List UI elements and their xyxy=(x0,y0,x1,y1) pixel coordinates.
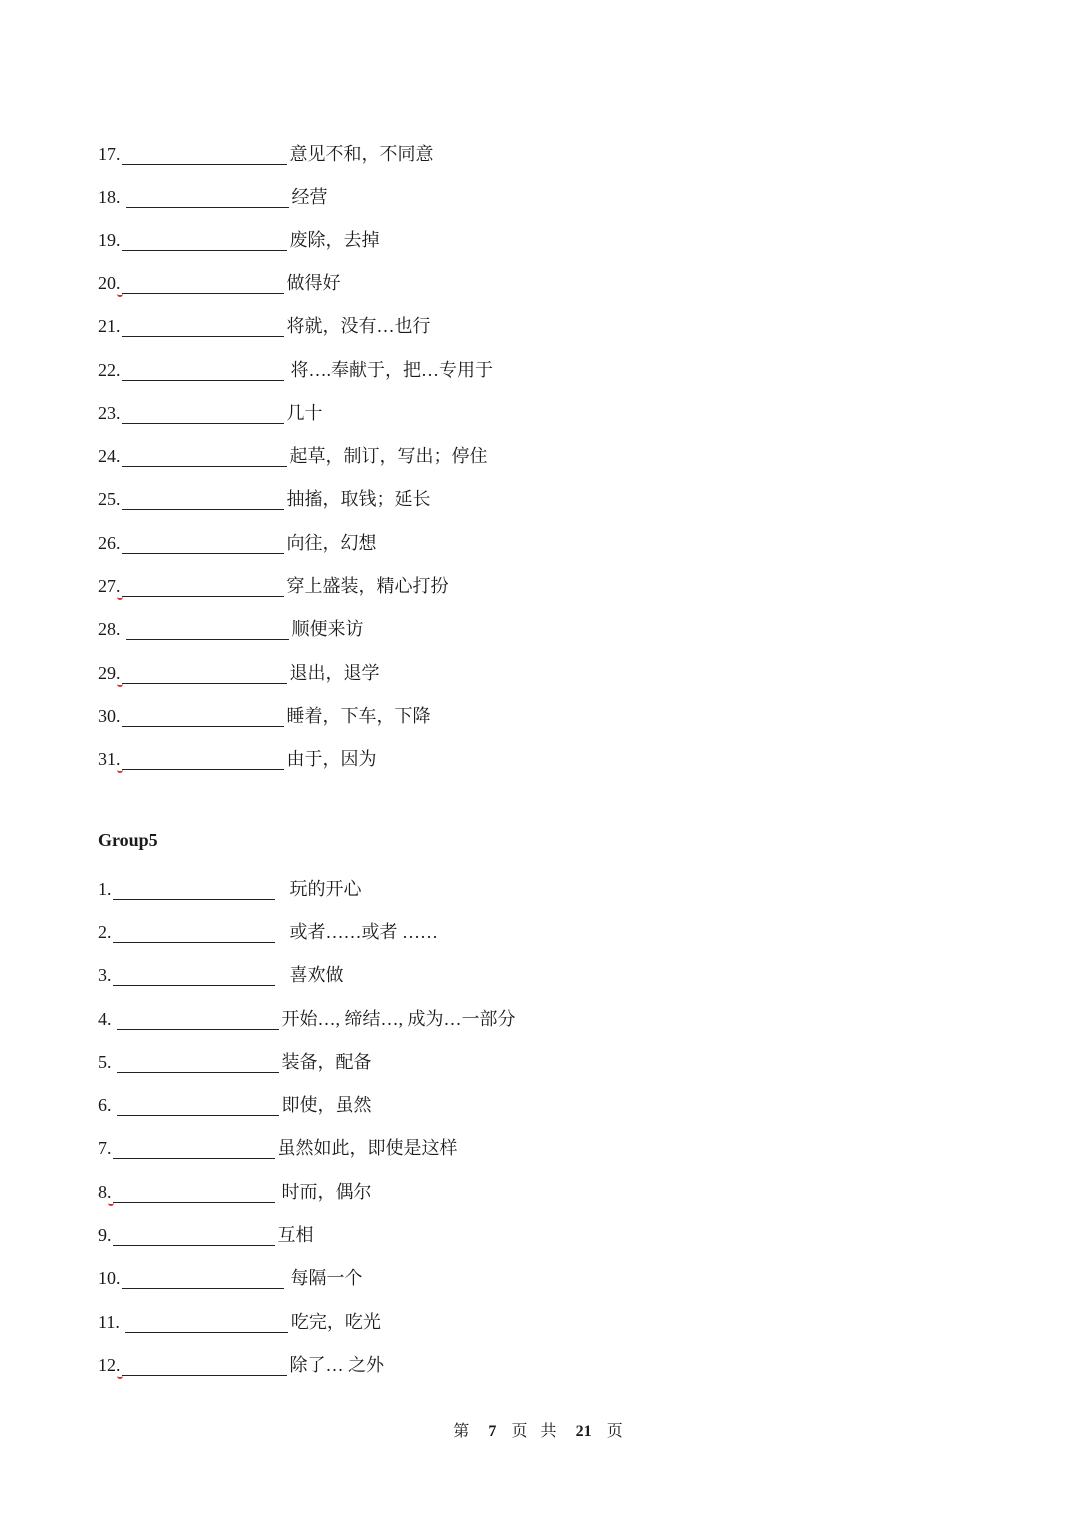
item-number: 12. xyxy=(98,1354,121,1376)
item-number: 8. xyxy=(98,1181,112,1203)
item-meaning: 经营 xyxy=(291,187,328,207)
current-page-number: 7 xyxy=(488,1423,497,1440)
item-number: 31. xyxy=(98,748,121,770)
list-item xyxy=(98,137,434,165)
answer-blank[interactable] xyxy=(122,273,284,294)
item-number: 17. xyxy=(98,144,121,164)
item-meaning: 退出，退学 xyxy=(289,663,380,683)
page-footer xyxy=(0,1418,1080,1441)
item-meaning: 吃完，吃光 xyxy=(290,1312,381,1332)
item-number: 6. xyxy=(98,1095,112,1115)
list-item xyxy=(98,223,380,251)
list-item xyxy=(98,612,364,640)
item-meaning: 玩的开心 xyxy=(289,879,362,899)
spell-check-mark xyxy=(117,292,123,297)
list-item xyxy=(98,742,377,770)
list-item xyxy=(98,699,431,727)
answer-blank[interactable] xyxy=(113,965,275,986)
item-number: 24. xyxy=(98,446,121,466)
list-item xyxy=(98,1045,372,1073)
item-number: 23. xyxy=(98,403,121,423)
answer-blank[interactable] xyxy=(122,663,287,684)
item-meaning: 虽然如此，即使是这样 xyxy=(277,1138,458,1158)
answer-blank[interactable] xyxy=(122,1268,284,1289)
answer-blank[interactable] xyxy=(122,316,284,337)
answer-blank[interactable] xyxy=(117,1052,279,1073)
list-item xyxy=(98,656,380,684)
answer-blank[interactable] xyxy=(122,446,287,467)
list-item xyxy=(98,439,488,467)
answer-blank[interactable] xyxy=(117,1009,279,1030)
item-meaning: 穿上盛装，精心打扮 xyxy=(286,576,449,596)
item-number: 10. xyxy=(98,1268,121,1288)
list-item xyxy=(98,526,377,554)
list-item xyxy=(98,1261,363,1289)
item-number: 3. xyxy=(98,965,112,985)
item-meaning: 喜欢做 xyxy=(289,965,344,985)
spell-check-mark xyxy=(117,682,123,687)
item-meaning: 睡着，下车，下降 xyxy=(286,706,431,726)
total-page-number: 21 xyxy=(575,1423,592,1440)
spell-check-mark xyxy=(117,1374,123,1379)
item-number: 26. xyxy=(98,533,121,553)
item-number: 28. xyxy=(98,619,121,639)
item-number: 9. xyxy=(98,1225,112,1245)
item-meaning: 几十 xyxy=(286,403,323,423)
item-number: 27. xyxy=(98,575,121,597)
item-meaning: 顺便来访 xyxy=(291,619,364,639)
list-item xyxy=(98,1088,372,1116)
item-number: 1. xyxy=(98,879,112,899)
item-number: 19. xyxy=(98,230,121,250)
list-item xyxy=(98,309,431,337)
answer-blank[interactable] xyxy=(122,489,284,510)
item-meaning: 做得好 xyxy=(286,273,341,293)
answer-blank[interactable] xyxy=(113,1138,275,1159)
list-item xyxy=(98,1131,458,1159)
answer-blank[interactable] xyxy=(113,879,275,900)
item-meaning: 即使，虽然 xyxy=(281,1095,372,1115)
item-number: 2. xyxy=(98,922,112,942)
list-item xyxy=(98,915,438,943)
spell-check-mark xyxy=(117,595,123,600)
answer-blank[interactable] xyxy=(122,144,287,165)
item-number: 11. xyxy=(98,1312,120,1332)
item-meaning: 装备，配备 xyxy=(281,1052,372,1072)
spell-check-mark xyxy=(108,1201,114,1206)
item-meaning: 由于，因为 xyxy=(286,749,377,769)
item-number: 18. xyxy=(98,187,121,207)
list-item xyxy=(98,1305,381,1333)
item-number: 7. xyxy=(98,1138,112,1158)
item-meaning: 除了… 之外 xyxy=(289,1355,384,1375)
item-meaning: 或者……或者 …… xyxy=(289,922,438,942)
answer-blank[interactable] xyxy=(126,187,289,208)
answer-blank[interactable] xyxy=(113,922,275,943)
list-item xyxy=(98,266,341,294)
answer-blank[interactable] xyxy=(117,1095,279,1116)
list-item xyxy=(98,180,328,208)
item-meaning: 时而，偶尔 xyxy=(281,1182,372,1202)
item-meaning: 互相 xyxy=(277,1225,314,1245)
item-meaning: 将就，没有…也行 xyxy=(286,316,431,336)
item-meaning: 每隔一个 xyxy=(290,1268,363,1288)
item-meaning: 向往，幻想 xyxy=(286,533,377,553)
item-number: 21. xyxy=(98,316,121,336)
answer-blank[interactable] xyxy=(113,1225,275,1246)
list-item xyxy=(98,872,362,900)
answer-blank[interactable] xyxy=(122,230,287,251)
item-number: 30. xyxy=(98,706,121,726)
answer-blank[interactable] xyxy=(122,533,284,554)
list-item xyxy=(98,482,431,510)
answer-blank[interactable] xyxy=(122,576,284,597)
list-item xyxy=(98,1002,516,1030)
answer-blank[interactable] xyxy=(113,1182,275,1203)
answer-blank[interactable] xyxy=(122,706,284,727)
answer-blank[interactable] xyxy=(122,360,284,381)
list-item xyxy=(98,958,344,986)
answer-blank[interactable] xyxy=(122,403,284,424)
item-number: 25. xyxy=(98,489,121,509)
item-meaning: 意见不和，不同意 xyxy=(289,144,434,164)
item-number: 29. xyxy=(98,662,121,684)
list-item xyxy=(98,396,323,424)
footer-middle: 页 共 xyxy=(511,1421,561,1440)
section-heading: Group5 xyxy=(98,830,158,850)
item-number: 4. xyxy=(98,1009,112,1029)
item-number: 5. xyxy=(98,1052,112,1072)
answer-blank[interactable] xyxy=(126,619,289,640)
item-meaning: 废除，去掉 xyxy=(289,230,380,250)
spell-check-mark xyxy=(117,768,123,773)
item-meaning: 起草，制订，写出；停住 xyxy=(289,446,488,466)
item-number: 20. xyxy=(98,272,121,294)
item-meaning: 抽搐，取钱；延长 xyxy=(286,489,431,509)
item-number: 22. xyxy=(98,360,121,380)
list-item xyxy=(98,1218,314,1246)
answer-blank[interactable] xyxy=(122,1355,287,1376)
list-item xyxy=(98,1348,384,1376)
list-item xyxy=(98,353,493,381)
item-meaning: 开始…, 缔结…, 成为…一部分 xyxy=(281,1009,516,1029)
footer-prefix: 第 xyxy=(453,1421,474,1440)
answer-blank[interactable] xyxy=(125,1312,288,1333)
answer-blank[interactable] xyxy=(122,749,284,770)
footer-suffix: 页 xyxy=(606,1421,627,1440)
list-item xyxy=(98,569,449,597)
item-meaning: 将….奉献于，把…专用于 xyxy=(290,360,493,380)
list-item xyxy=(98,1175,372,1203)
